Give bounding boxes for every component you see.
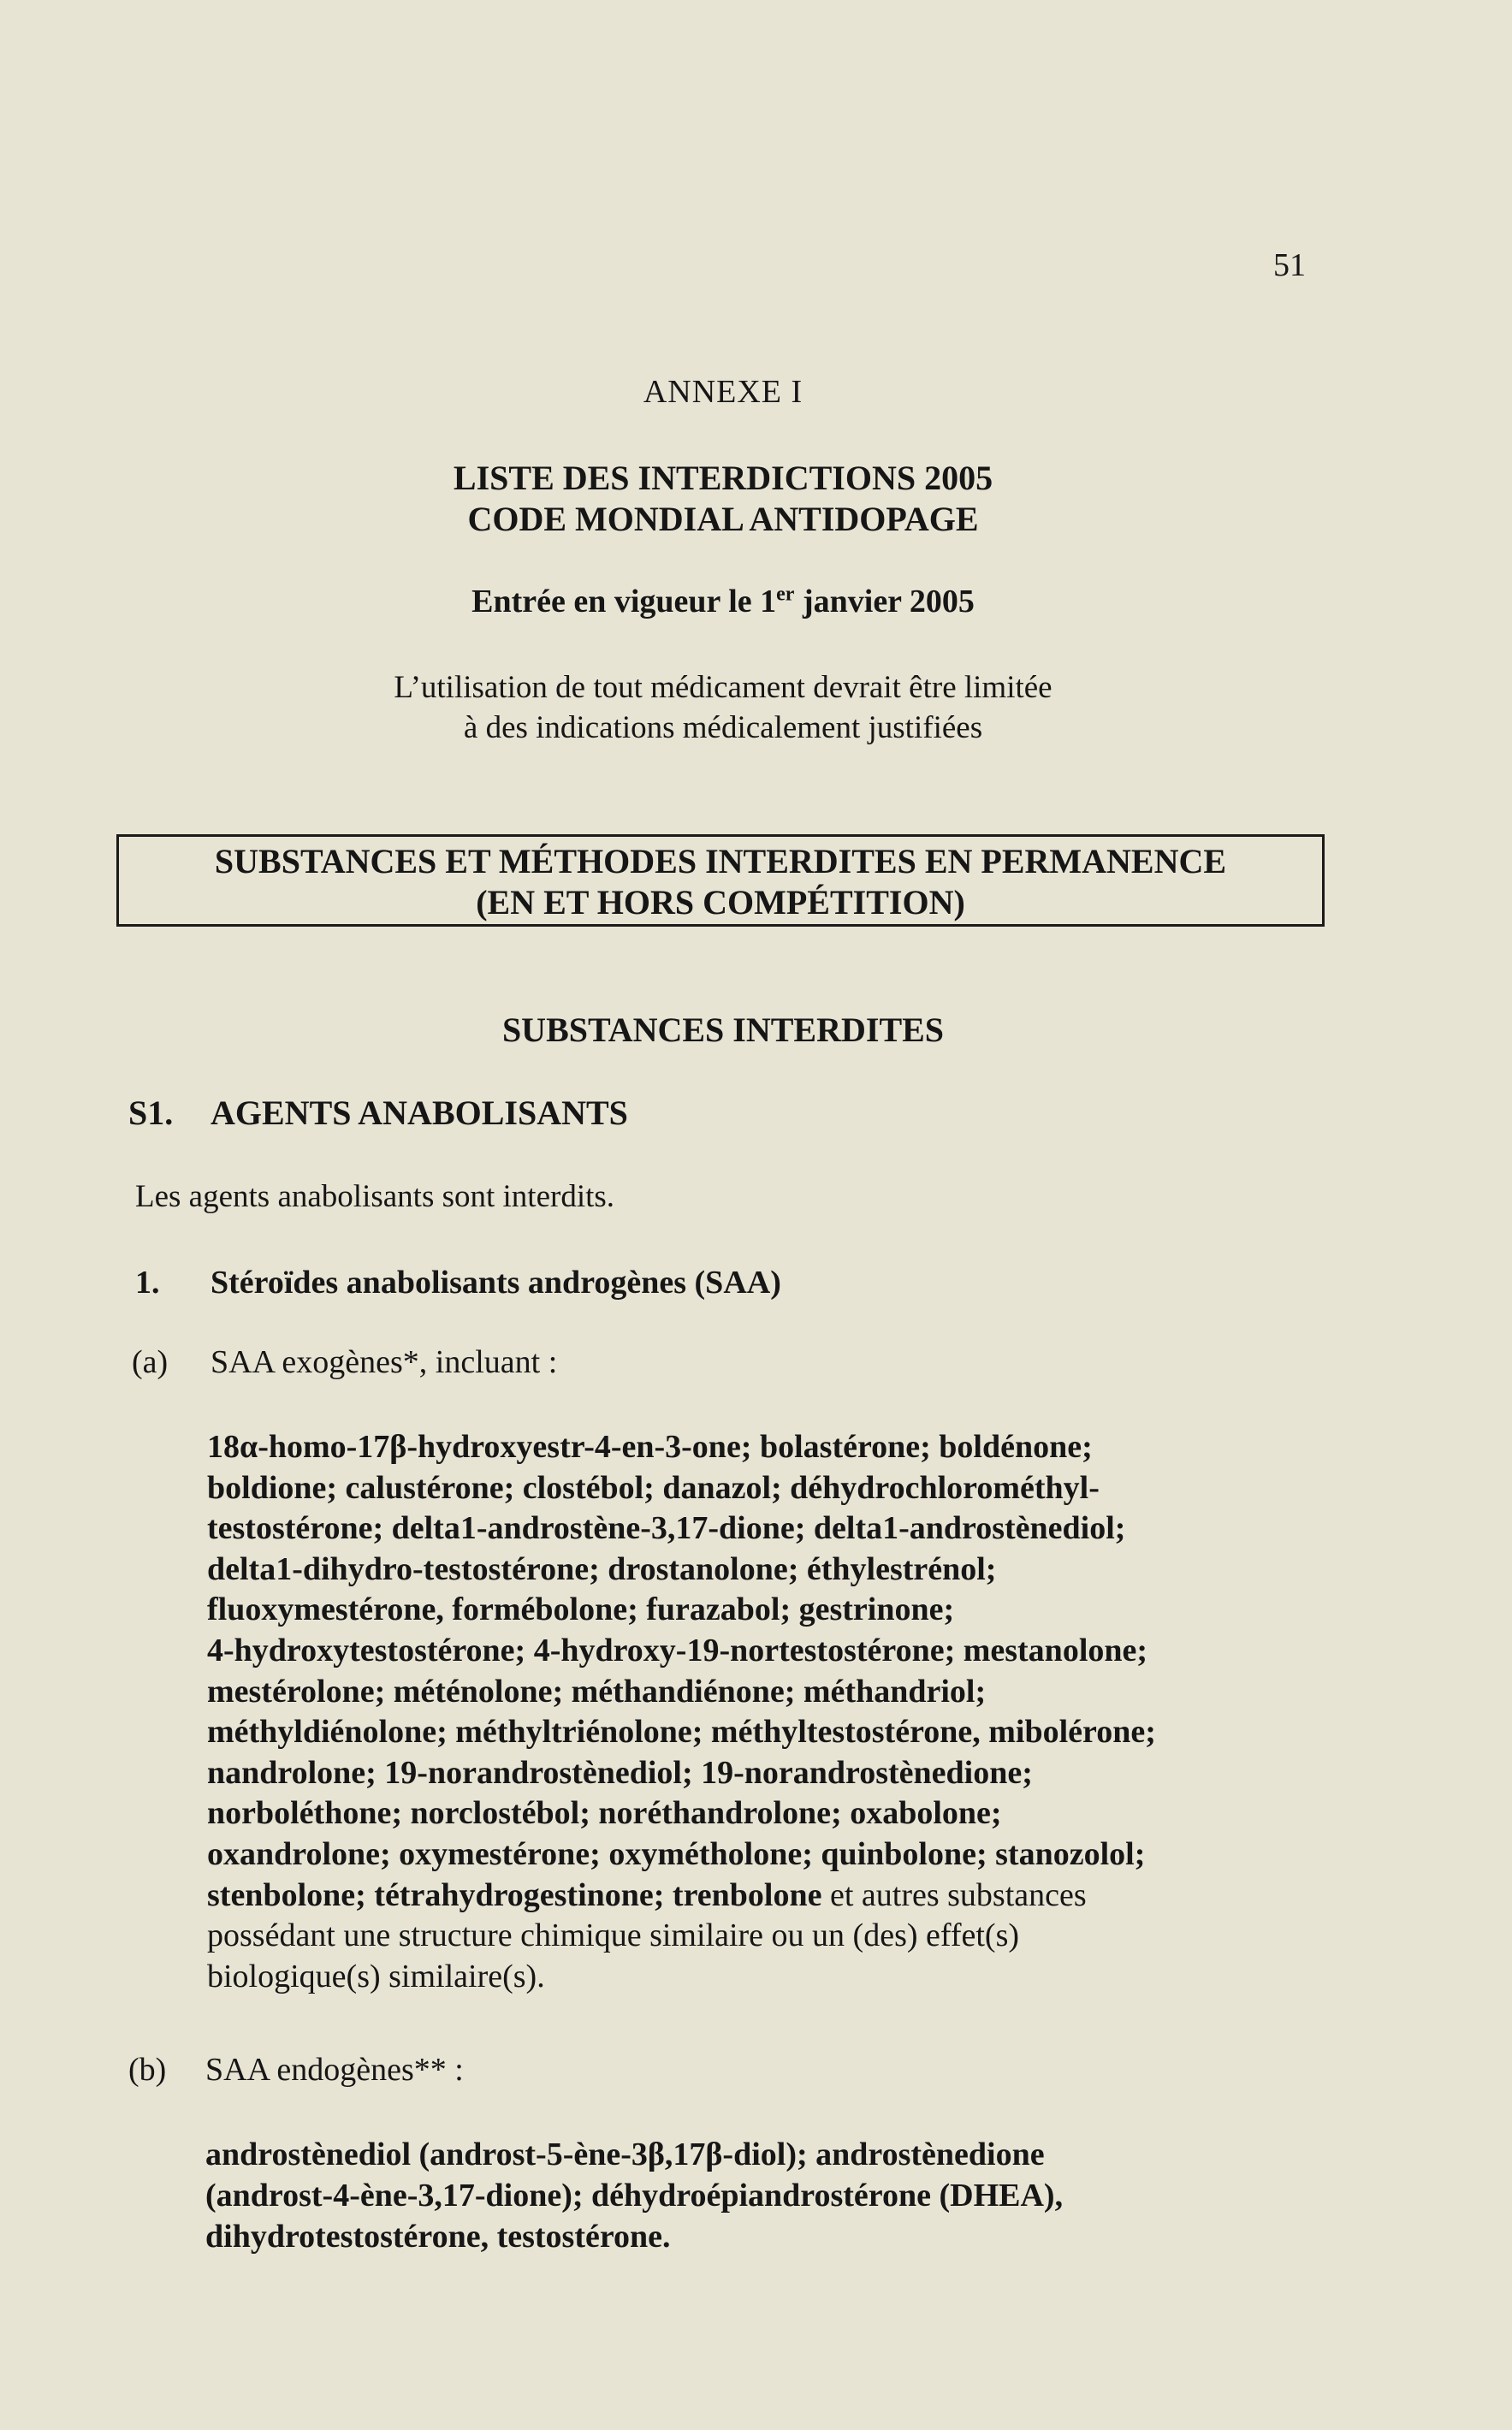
utilisation-line-2: à des indications médicalement justifiées <box>463 710 983 745</box>
list-line: oxandrolone; oxymestérone; oxymétholone; quinbolone; stanozolol; <box>207 1835 1146 1872</box>
item-b-label: (b) <box>128 2052 167 2088</box>
list-line-bold-part: stenbolone; tétrahydrogestinone; trenbolone <box>207 1876 822 1913</box>
page-number: 51 <box>1273 247 1306 283</box>
list-line: delta1-dihydro-testostérone; drostanolone; éthylestrénol; <box>207 1550 997 1587</box>
section-s1-number: S1. <box>128 1094 174 1132</box>
box-line-1: SUBSTANCES ET MÉTHODES INTERDITES EN PERMANENCE <box>214 842 1227 880</box>
item-1-title: Stéroïdes anabolisants androgènes (SAA) <box>210 1265 781 1301</box>
permanent-prohibitions-box <box>116 834 1325 927</box>
substances-heading: SUBSTANCES INTERDITES <box>501 1011 945 1049</box>
list-line: boldione; calustérone; clostébol; danazol; déhydrochlorométhyl- <box>207 1469 1100 1506</box>
list-line: androstènediol (androst-5-ène-3β,17β-diol); androstènedione <box>205 2137 1045 2172</box>
endogenous-substance-list <box>205 2134 1284 2257</box>
item-a-title: SAA exogènes*, incluant : <box>210 1344 558 1380</box>
list-line: testostérone; delta1-androstène-3,17-dione; delta1-androstènediol; <box>207 1510 1126 1547</box>
list-line: méthyldiénolone; méthyltriénolone; méthyltestostérone, mibolérone; <box>207 1714 1156 1751</box>
list-line-regular-part: et autres substances <box>821 1876 1087 1913</box>
item-a-label: (a) <box>132 1344 169 1380</box>
list-line-mixed <box>207 1876 1285 1917</box>
list-line: 4-hydroxytestostérone; 4-hydroxy-19-nortestostérone; mestanolone; <box>207 1632 1148 1668</box>
list-line: biologique(s) similaire(s). <box>207 1958 545 1994</box>
title-line-1: LISTE DES INTERDICTIONS 2005 <box>453 459 993 497</box>
item-1-number: 1. <box>135 1265 160 1301</box>
list-line: dihydrotestostérone, testostérone. <box>205 2219 671 2255</box>
list-line: 18α-homo-17β-hydroxyestr-4-en-3-one; bolastérone; boldénone; <box>207 1429 1093 1465</box>
list-line: possédant une structure chimique similaire ou un (des) effet(s) <box>207 1917 1020 1954</box>
annex-heading: ANNEXE I <box>643 374 803 410</box>
list-line: norboléthone; norclostébol; noréthandrolone; oxabolone; <box>207 1795 1002 1832</box>
utilisation-line-1: L’utilisation de tout médicament devrait être limitée <box>394 670 1052 705</box>
entry-text-end: janvier 2005 <box>794 584 975 619</box>
intro-paragraph: Les agents anabolisants sont interdits. <box>135 1179 615 1214</box>
list-line: fluoxymestérone, formébolone; furazabol; gestrinone; <box>207 1591 955 1628</box>
entry-into-force <box>0 583 1446 620</box>
section-s1-title: AGENTS ANABOLISANTS <box>210 1094 628 1132</box>
entry-superscript: er <box>776 583 795 606</box>
title-line-2: CODE MONDIAL ANTIDOPAGE <box>467 500 979 538</box>
exogenous-substance-list <box>207 1427 1285 1997</box>
item-b-title: SAA endogènes** : <box>205 2052 464 2088</box>
entry-text-start: Entrée en vigueur le 1 <box>471 584 777 619</box>
list-line: nandrolone; 19-norandrostènediol; 19-norandrostènedione; <box>207 1754 1033 1791</box>
box-line-2: (EN ET HORS COMPÉTITION) <box>476 883 965 922</box>
list-line: mestérolone; méténolone; méthandiénone; méthandriol; <box>207 1673 987 1710</box>
list-line: (androst-4-ène-3,17-dione); déhydroépiandrostérone (DHEA), <box>205 2178 1064 2214</box>
